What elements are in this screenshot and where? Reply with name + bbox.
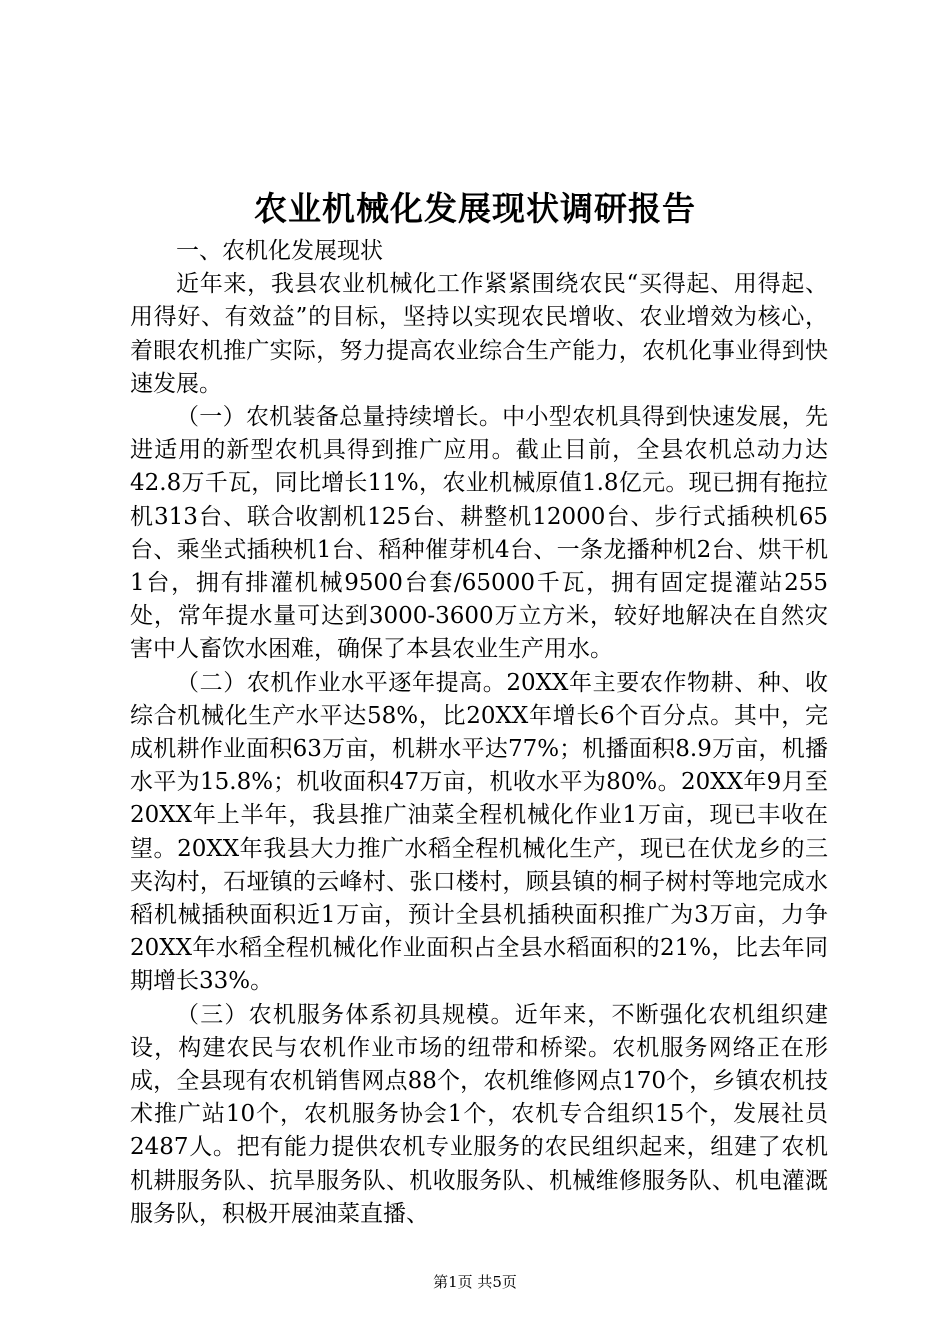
document-title: 农业机械化发展现状调研报告 [254, 189, 696, 228]
document-body [130, 235, 828, 1231]
section-heading: 一、农机化发展现状 [176, 238, 383, 264]
paragraph: （一）农机装备总量持续增长。中小型农机具得到快速发展，先进适用的新型农机具得到推广应用。截止目前，全县农机总动力达42.8万千瓦，同比增长11%，农业机械原值1.8亿元。现已拥有拖拉机313台、联合收割机125台、耕整机12000台、步行式插秧机65台、乘坐式插秧机1台、稻种催芽机4台、一条龙播种机2台、烘干机1台，拥有排灌机械9500台套/65000千瓦，拥有固定提灌站255处，常年提水量可达到3000-3600万立方米，较好地解决在自然灾害中人畜饮水困难，确保了本县农业生产用水。 [130, 404, 828, 663]
paragraph: 近年来，我县农业机械化工作紧紧围绕农民“买得起、用得起、用得好、有效益”的目标，坚持以实现农民增收、农业增效为核心，着眼农机推广实际，努力提高农业综合生产能力，农机化事业得到快速发展。 [130, 271, 828, 397]
page-number-footer: 第1页 共5页 [433, 1273, 517, 1291]
paragraph: （二）农机作业水平逐年提高。20XX年主要农作物耕、种、收综合机械化生产水平达58%，比20XX年增长6个百分点。其中，完成机耕作业面积63万亩，机耕水平达77%；机播面积8.9万亩，机播水平为15.8%；机收面积47万亩，机收水平为80%。20XX年9月至20XX年上半年，我县推广油菜全程机械化作业1万亩，现已丰收在望。20XX年我县大力推广水稻全程机械化生产，现已在伏龙乡的三夹沟村，石垭镇的云峰村、张口楼村，顾县镇的桐子树村等地完成水稻机械插秧面积近1万亩，预计全县机插秧面积推广为3万亩，力争20XX年水稻全程机械化作业面积占全县水稻面积的21%，比去年同期增长33%。 [130, 669, 828, 995]
paragraph: （三）农机服务体系初具规模。近年来，不断强化农机组织建设，构建农民与农机作业市场的纽带和桥梁。农机服务网络正在形成，全县现有农机销售网点88个，农机维修网点170个，乡镇农机技术推广站10个，农机服务协会1个，农机专合组织15个，发展社员2487人。把有能力提供农机专业服务的农民组织起来，组建了农机机耕服务队、抗旱服务队、机收服务队、机械维修服务队、机电灌溉服务队，积极开展油菜直播、 [130, 1001, 828, 1227]
